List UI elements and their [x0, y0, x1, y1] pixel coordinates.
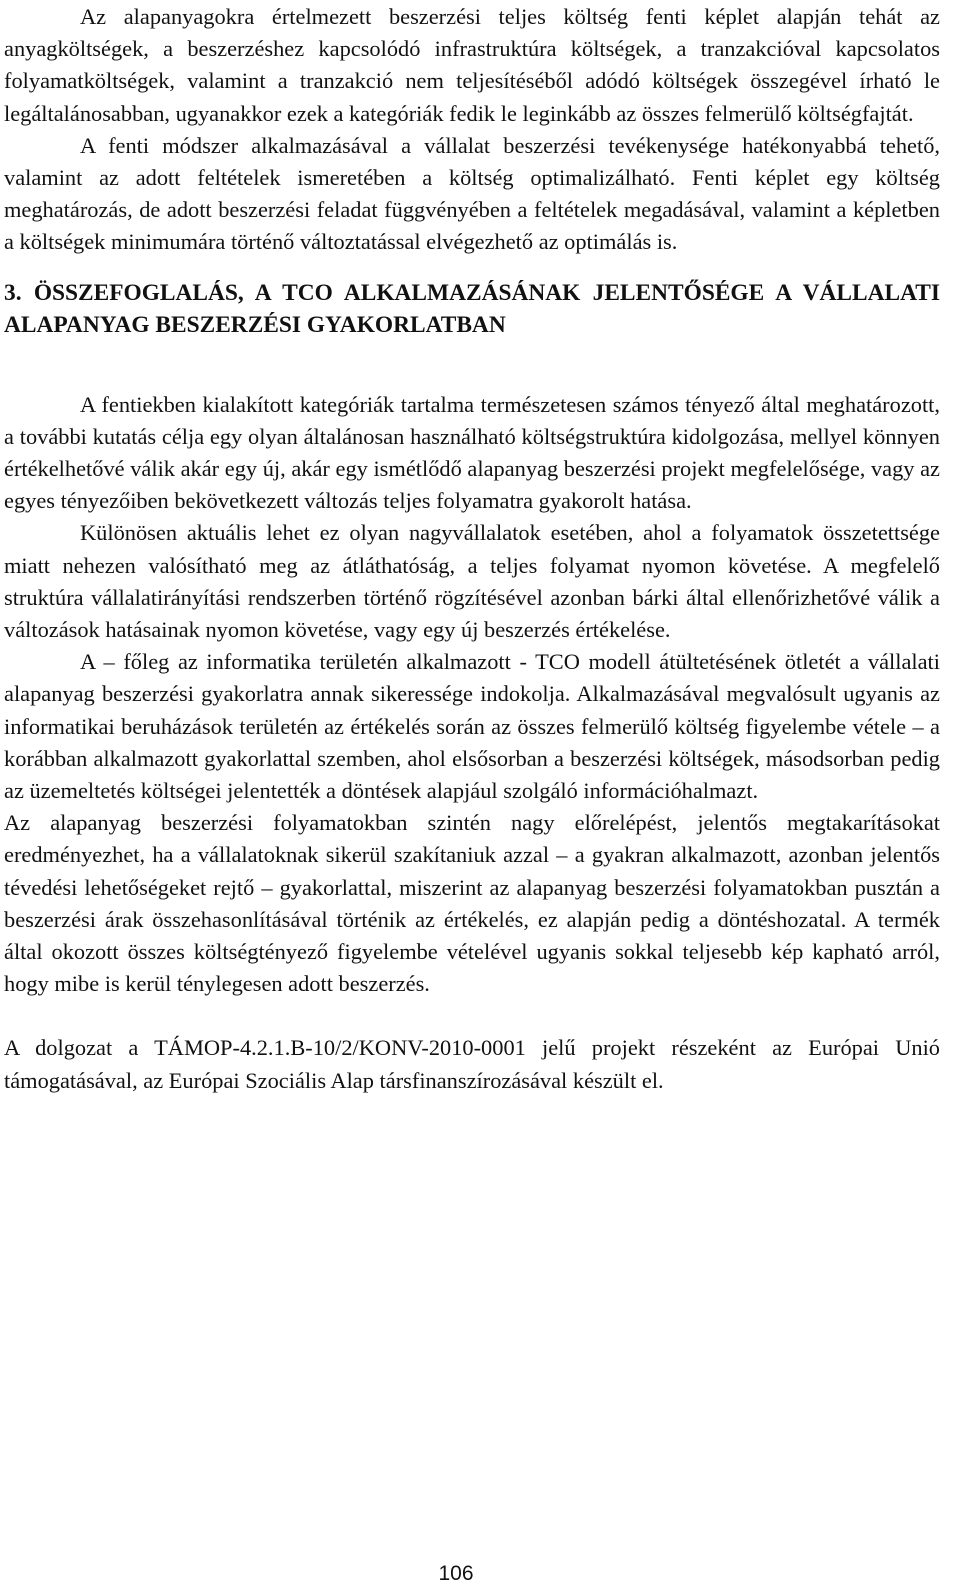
funding-note: A dolgozat a TÁMOP-4.2.1.B-10/2/KONV-2010-0001 jelű projekt részeként az Európai Unió támogatásával, az Európai Szociális Alap társfinanszírozásával készült el. — [4, 1035, 940, 1093]
paragraph-large-companies: Különösen aktuális lehet ez olyan nagyvállalatok esetében, ahol a folyamatok összetettsége miatt nehezen valósítható meg az átláthatóság, a teljes folyamat nyomon követése. A megfelelő struktúra vállalatirányítási rendszerben történő rögzítésével azonban bárki által ellenőrizhetővé válik a változások hatásainak nyomon követése, vagy egy új beszerzés értékelése. — [4, 520, 940, 643]
paragraph-tco-informatics: A – főleg az informatika területén alkalmazott - TCO modell átültetésének ötletét a vállalati alapanyag beszerzési gyakorlatra annak sikeressége indokolja. Alkalmazásával megvalósult ugyanis az informatikai beruházások területén az értékelés során az összes felmerülő költség figyelembe vétele – a korábban alkalmazott gyakorlattal szemben, ahol elsősorban a beszerzési költségek, másodsorban pedig az üzemeltetés költségei jelentették a döntések alapjául szolgáló információhalmazt. — [4, 649, 940, 804]
paragraph-future-research: A fentiekben kialakított kategóriák tartalma természetesen számos tényező által meghatározott, a további kutatás célja egy olyan általánosan használható költségstruktúra kidolgozása, mellyel könnyen értékelhetővé válik akár egy új, akár egy ismétlődő alapanyag beszerzési projekt megfelelősége, vagy az egyes tényezőiben bekövetkezett változás teljes folyamatra gyakorolt hatása. — [4, 391, 940, 514]
paragraph-cost-definition: Az alapanyagokra értelmezett beszerzési teljes költség fenti képlet alapján tehát az anyagköltségek, a beszerzéshez kapcsolódó infrastruktúra költségek, a tranzakcióval kapcsolatos folyamatköltségek, valamint a tranzakció nem teljesítéséből adódó költségek összegével írható le legáltalánosabban, ugyanakkor ezek a kategóriák fedik le leginkább az összes felmerülő költségfajtát. — [4, 4, 940, 126]
page-number: 106 — [438, 1562, 474, 1585]
section-heading: 3. ÖSSZEFOGLALÁS, A TCO ALKALMAZÁSÁNAK JELENTŐSÉGE A VÁLLALATI ALAPANYAG BESZERZÉSI GYAKORLATBAN — [4, 279, 940, 339]
document-page — [4, 0, 940, 1097]
paragraph-method-optimization: A fenti módszer alkalmazásával a vállalat beszerzési tevékenysége hatékonyabbá tehető, valamint az adott feltételek ismeretében a költség optimalizálható. Fenti képlet egy költség meghatározás, de adott beszerzési feladat függvényében a feltételek megadásával, valamint a képletben a költségek minimumára történő változtatással elvégezhető az optimálás is. — [4, 132, 940, 255]
paragraph-material-procurement: Az alapanyag beszerzési folyamatokban szintén nagy előrelépést, jelentős megtakarításokat eredményezhet, ha a vállalatoknak sikerül szakítaniuk azzal – a gyakran alkalmazott, azonban jelentős tévedési lehetőségeket rejtő – gyakorlattal, miszerint az alapanyag beszerzési folyamatokban pusztán a beszerzési árak összehasonlításával történik az értékelés, ez alapján pedig a döntéshozatal. A termék által okozott összes költségtényező figyelembe vételével ugyanis sokkal teljesebb kép kapható arról, hogy mibe is kerül ténylegesen adott beszerzés. — [4, 810, 940, 997]
